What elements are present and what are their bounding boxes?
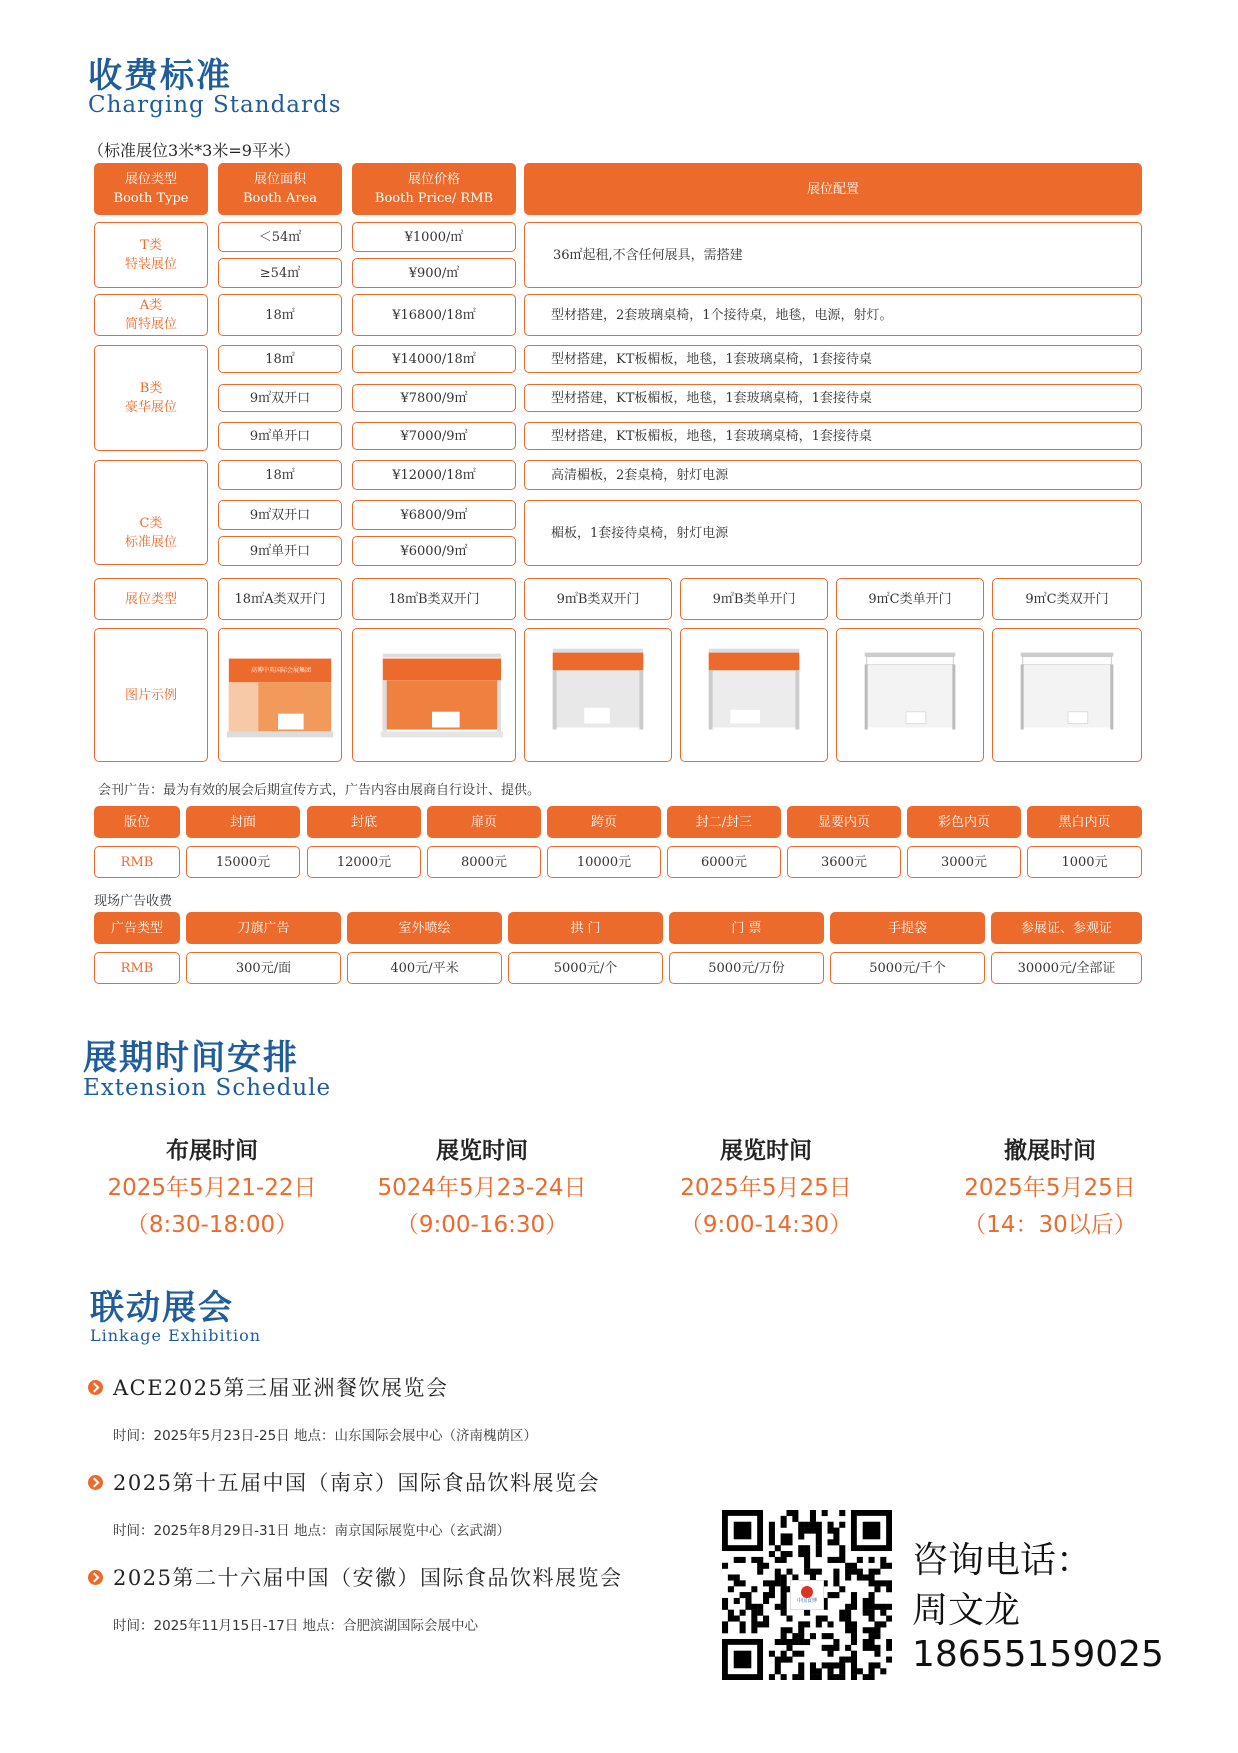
schedule-label: 布展时间 <box>166 1138 258 1164</box>
t-type-name: T类 特装展位 <box>94 222 208 288</box>
charging-title-cn: 收费标准 <box>88 56 232 96</box>
header-booth-type: 展位类型 Booth Type <box>94 163 208 215</box>
b-type-name: B类 豪华展位 <box>94 345 208 451</box>
c-type-area-3: 9㎡单开口 <box>218 536 342 566</box>
contact-name: 周文龙 <box>912 1590 1021 1631</box>
magazine-ads-value-8: 1000元 <box>1027 846 1142 878</box>
schedule-date: 2025年5月25日 <box>680 1175 852 1201</box>
schedule-label: 展览时间 <box>720 1138 812 1164</box>
qr-code[interactable] <box>722 1510 892 1680</box>
linkage-item-3 <box>88 1562 622 1634</box>
onsite-ads-value-1: 300元/面 <box>186 952 341 984</box>
onsite-ads-value-5: 5000元/千个 <box>830 952 985 984</box>
magazine-ads-header-4: 跨页 <box>547 806 661 838</box>
chevron-right-icon <box>88 1380 103 1395</box>
booth-type-6: 9㎡C类双开门 <box>992 578 1142 620</box>
onsite-ads-header-3: 拱 门 <box>508 912 663 944</box>
booth-type-4: 9㎡B类单开门 <box>680 578 828 620</box>
a-type-config: 型材搭建，2套玻璃桌椅，1个接待桌，地毯，电源，射灯。 <box>524 294 1142 336</box>
linkage-item-title: 2025第二十六届中国（安徽）国际食品饮料展览会 <box>113 1566 623 1590</box>
b-type-config-2: 型材搭建，KT板楣板，地毯，1套玻璃桌椅，1套接待桌 <box>524 384 1142 412</box>
onsite-ads-note: 现场广告收费 <box>94 894 173 909</box>
c-type-price-1: ¥12000/18㎡ <box>352 460 516 490</box>
onsite-ads-header-4: 门 票 <box>669 912 824 944</box>
schedule-title-en: Extension Schedule <box>83 1075 332 1101</box>
booth-type-3: 9㎡B类双开门 <box>524 578 672 620</box>
b-type-config-3: 型材搭建，KT板楣板，地毯，1套玻璃桌椅，1套接待桌 <box>524 422 1142 450</box>
magazine-ads-value-3: 8000元 <box>427 846 541 878</box>
c-type-price-2: ¥6800/9㎡ <box>352 500 516 530</box>
magazine-ads-header-5: 封二/封三 <box>667 806 781 838</box>
linkage-item-2 <box>88 1467 600 1539</box>
b-type-price-1: ¥14000/18㎡ <box>352 345 516 373</box>
booth-type-2: 18㎡B类双开门 <box>352 578 516 620</box>
booth-image-b-18 <box>352 628 516 762</box>
booth-type-5: 9㎡C类单开门 <box>836 578 984 620</box>
schedule-date: 2025年5月21-22日 <box>107 1175 317 1201</box>
magazine-ads-value-6: 3600元 <box>787 846 901 878</box>
magazine-ads-value-7: 3000元 <box>907 846 1021 878</box>
magazine-ads-value-5: 6000元 <box>667 846 781 878</box>
magazine-ads-note: 会刊广告：最为有效的展会后期宣传方式，广告内容由展商自行设计、提供。 <box>98 783 541 798</box>
magazine-ads-header-8: 黑白内页 <box>1027 806 1142 838</box>
header-booth-area: 展位面积 Booth Area <box>218 163 342 215</box>
qr-logo: 中国食博 <box>790 1580 824 1610</box>
c-type-config-2: 楣板，1套接待桌椅，射灯电源 <box>524 500 1142 566</box>
t-type-area2: ≥54㎡ <box>218 258 342 288</box>
a-type-area: 18㎡ <box>218 294 342 336</box>
examples-label: 图片示例 <box>94 628 208 762</box>
magazine-ads-value-2: 12000元 <box>307 846 421 878</box>
onsite-ads-header-0: 广告类型 <box>94 912 180 944</box>
schedule-item-exhibit-1 <box>352 1132 612 1239</box>
b-type-price-3: ¥7000/9㎡ <box>352 422 516 450</box>
booth-image-b-9-double <box>524 628 672 762</box>
onsite-ads-value-6: 30000元/全部证 <box>991 952 1142 984</box>
magazine-ads-header-6: 显要内页 <box>787 806 901 838</box>
linkage-item-title: ACE2025第三届亚洲餐饮展览会 <box>113 1376 449 1400</box>
b-type-config-1: 型材搭建，KT板楣板，地毯，1套玻璃桌椅，1套接待桌 <box>524 345 1142 373</box>
onsite-ads-value-3: 5000元/个 <box>508 952 663 984</box>
header-booth-config: 展位配置 <box>524 163 1142 215</box>
booth-image-c-9-single <box>836 628 984 762</box>
onsite-ads-header-5: 手提袋 <box>830 912 985 944</box>
c-type-area-1: 18㎡ <box>218 460 342 490</box>
onsite-ads-header-1: 刀旗广告 <box>186 912 341 944</box>
linkage-title-en: Linkage Exhibition <box>90 1326 262 1345</box>
linkage-item-title: 2025第十五届中国（南京）国际食品饮料展览会 <box>113 1471 600 1495</box>
onsite-ads-header-2: 室外喷绘 <box>347 912 502 944</box>
schedule-time: （8:30-18:00） <box>125 1212 299 1238</box>
charging-subtitle: （标准展位3米*3米=9平米） <box>88 141 300 160</box>
linkage-item-info: 时间：2025年8月29日-31日 地点：南京国际展览中心（玄武湖） <box>113 1523 510 1539</box>
onsite-ads-value-4: 5000元/万份 <box>669 952 824 984</box>
t-type-area1: ＜54㎡ <box>218 222 342 252</box>
schedule-label: 展览时间 <box>436 1138 528 1164</box>
c-type-area-2: 9㎡双开口 <box>218 500 342 530</box>
booth-image-a-18 <box>218 628 342 762</box>
linkage-title-cn: 联动展会 <box>90 1288 234 1328</box>
magazine-ads-value-0: RMB <box>94 846 180 878</box>
linkage-item-info: 时间：2025年11月15日-17日 地点：合肥滨湖国际会展中心 <box>113 1618 479 1634</box>
chevron-right-icon <box>88 1475 103 1490</box>
linkage-item-info: 时间：2025年5月23日-25日 地点：山东国际会展中心（济南槐荫区） <box>113 1428 537 1444</box>
a-type-price: ¥16800/18㎡ <box>352 294 516 336</box>
booth-type-1: 18㎡A类双开门 <box>218 578 342 620</box>
schedule-time: （9:00-16:30） <box>395 1212 569 1238</box>
c-type-config-1: 高清楣板，2套桌椅，射灯电源 <box>524 460 1142 490</box>
schedule-item-exhibit-2 <box>636 1132 896 1239</box>
c-type-name: C类 标准展位 <box>94 460 208 565</box>
b-type-area-3: 9㎡单开口 <box>218 422 342 450</box>
contact-phone: 18655159025 <box>912 1634 1164 1675</box>
t-type-config: 36㎡起租,不含任何展具，需搭建 <box>524 222 1142 288</box>
magazine-ads-header-0: 版位 <box>94 806 180 838</box>
booth-image-banner-text: 高博中英国际会展集团 <box>250 667 311 674</box>
onsite-ads-header-6: 参展证、参观证 <box>991 912 1142 944</box>
t-type-price2: ¥900/㎡ <box>352 258 516 288</box>
t-type-price1: ¥1000/㎡ <box>352 222 516 252</box>
schedule-item-setup <box>82 1132 342 1239</box>
magazine-ads-header-3: 扉页 <box>427 806 541 838</box>
booth-image-b-9-single <box>680 628 828 762</box>
booth-types-label: 展位类型 <box>94 578 208 620</box>
magazine-ads-value-1: 15000元 <box>186 846 300 878</box>
schedule-label: 撤展时间 <box>1004 1138 1096 1164</box>
b-type-area-1: 18㎡ <box>218 345 342 373</box>
schedule-item-teardown <box>920 1132 1180 1239</box>
header-booth-price: 展位价格 Booth Price/ RMB <box>352 163 516 215</box>
schedule-date: 2025年5月25日 <box>964 1175 1136 1201</box>
magazine-ads-value-4: 10000元 <box>547 846 661 878</box>
onsite-ads-value-0: RMB <box>94 952 180 984</box>
charging-title-en: Charging Standards <box>88 92 342 118</box>
c-type-price-3: ¥6000/9㎡ <box>352 536 516 566</box>
schedule-title-cn: 展期时间安排 <box>83 1038 299 1078</box>
linkage-item-1 <box>88 1372 537 1444</box>
magazine-ads-header-7: 彩色内页 <box>907 806 1021 838</box>
booth-image-c-9-double <box>992 628 1142 762</box>
schedule-date: 5024年5月23-24日 <box>377 1175 587 1201</box>
b-type-area-2: 9㎡双开口 <box>218 384 342 412</box>
magazine-ads-header-2: 封底 <box>307 806 421 838</box>
magazine-ads-header-1: 封面 <box>186 806 300 838</box>
contact-label: 咨询电话： <box>912 1540 1093 1581</box>
a-type-name: A类 简特展位 <box>94 294 208 336</box>
onsite-ads-value-2: 400元/平米 <box>347 952 502 984</box>
b-type-price-2: ¥7800/9㎡ <box>352 384 516 412</box>
schedule-time: （9:00-14:30） <box>679 1212 853 1238</box>
chevron-right-icon <box>88 1570 103 1585</box>
schedule-time: （14：30以后） <box>963 1212 1137 1238</box>
